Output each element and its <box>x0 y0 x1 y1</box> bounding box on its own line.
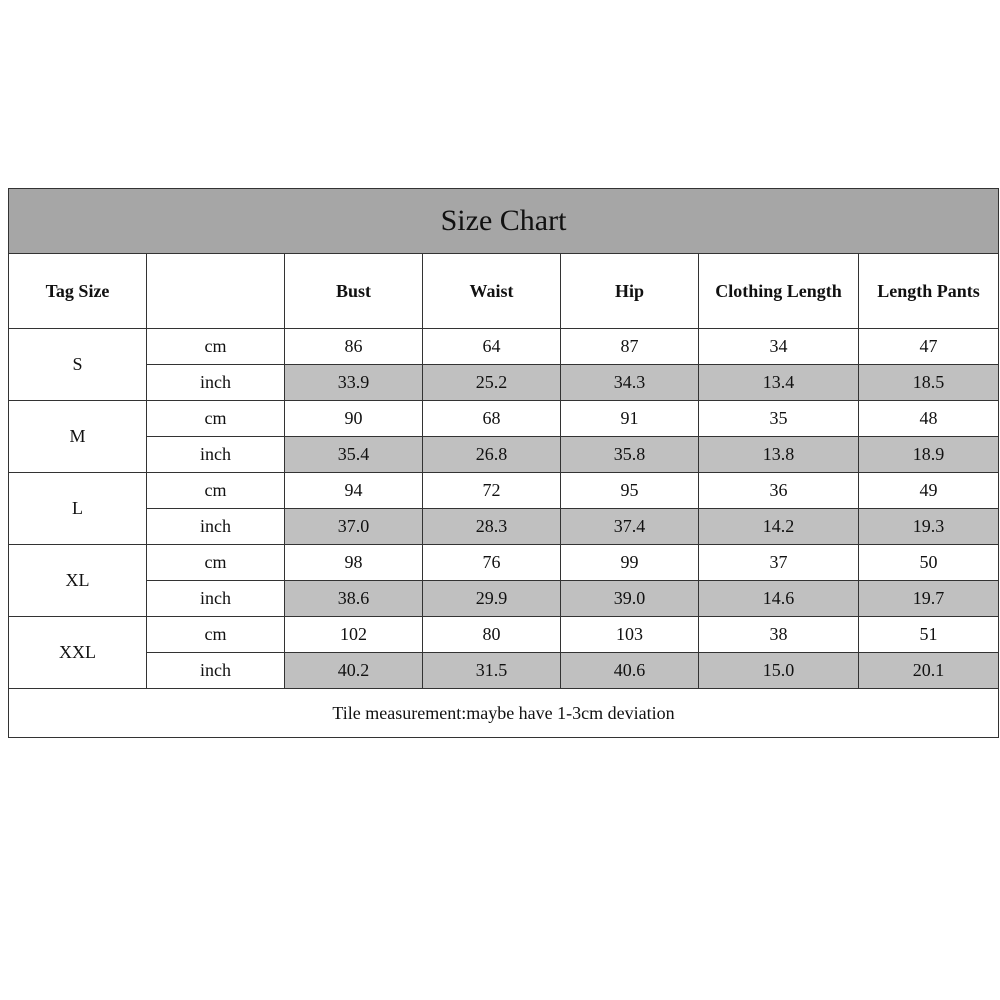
table-row <box>9 437 999 473</box>
waist-value: 25.2 <box>423 365 561 401</box>
hip-value: 91 <box>561 401 699 437</box>
title-row <box>9 189 999 254</box>
length-pants-value: 48 <box>859 401 999 437</box>
clothing-length-value: 38 <box>699 617 859 653</box>
hip-value: 99 <box>561 545 699 581</box>
note-row <box>9 689 999 738</box>
chart-title: Size Chart <box>9 189 999 254</box>
length-pants-value: 47 <box>859 329 999 365</box>
clothing-length-value: 34 <box>699 329 859 365</box>
hip-value: 37.4 <box>561 509 699 545</box>
header-bust: Bust <box>285 254 423 329</box>
unit-label: inch <box>147 509 285 545</box>
table-row <box>9 329 999 365</box>
header-unit <box>147 254 285 329</box>
unit-label: inch <box>147 653 285 689</box>
hip-value: 95 <box>561 473 699 509</box>
header-waist: Waist <box>423 254 561 329</box>
size-chart-table <box>8 188 999 738</box>
table-row <box>9 581 999 617</box>
size-label: L <box>9 473 147 545</box>
bust-value: 102 <box>285 617 423 653</box>
table-row <box>9 617 999 653</box>
clothing-length-value: 13.8 <box>699 437 859 473</box>
header-tag-size: Tag Size <box>9 254 147 329</box>
bust-value: 40.2 <box>285 653 423 689</box>
waist-value: 72 <box>423 473 561 509</box>
hip-value: 103 <box>561 617 699 653</box>
length-pants-value: 20.1 <box>859 653 999 689</box>
size-label: XXL <box>9 617 147 689</box>
bust-value: 33.9 <box>285 365 423 401</box>
clothing-length-value: 13.4 <box>699 365 859 401</box>
measurement-note: Tile measurement:maybe have 1-3cm deviation <box>9 689 999 738</box>
bust-value: 38.6 <box>285 581 423 617</box>
length-pants-value: 18.5 <box>859 365 999 401</box>
header-row <box>9 254 999 329</box>
table-row <box>9 365 999 401</box>
waist-value: 31.5 <box>423 653 561 689</box>
hip-value: 34.3 <box>561 365 699 401</box>
table-row <box>9 401 999 437</box>
waist-value: 26.8 <box>423 437 561 473</box>
waist-value: 76 <box>423 545 561 581</box>
unit-label: inch <box>147 581 285 617</box>
unit-label: cm <box>147 401 285 437</box>
waist-value: 68 <box>423 401 561 437</box>
unit-label: inch <box>147 365 285 401</box>
clothing-length-value: 15.0 <box>699 653 859 689</box>
table-row <box>9 473 999 509</box>
hip-value: 35.8 <box>561 437 699 473</box>
table-row <box>9 545 999 581</box>
clothing-length-value: 35 <box>699 401 859 437</box>
hip-value: 40.6 <box>561 653 699 689</box>
unit-label: cm <box>147 329 285 365</box>
header-length-pants: Length Pants <box>859 254 999 329</box>
size-label: M <box>9 401 147 473</box>
clothing-length-value: 14.2 <box>699 509 859 545</box>
clothing-length-value: 36 <box>699 473 859 509</box>
clothing-length-value: 14.6 <box>699 581 859 617</box>
size-label: S <box>9 329 147 401</box>
size-label: XL <box>9 545 147 617</box>
waist-value: 28.3 <box>423 509 561 545</box>
unit-label: cm <box>147 545 285 581</box>
unit-label: cm <box>147 617 285 653</box>
bust-value: 90 <box>285 401 423 437</box>
unit-label: inch <box>147 437 285 473</box>
hip-value: 39.0 <box>561 581 699 617</box>
header-hip: Hip <box>561 254 699 329</box>
length-pants-value: 19.7 <box>859 581 999 617</box>
unit-label: cm <box>147 473 285 509</box>
table-row <box>9 509 999 545</box>
bust-value: 35.4 <box>285 437 423 473</box>
length-pants-value: 51 <box>859 617 999 653</box>
bust-value: 94 <box>285 473 423 509</box>
table-row <box>9 653 999 689</box>
header-clothing-length: Clothing Length <box>699 254 859 329</box>
bust-value: 86 <box>285 329 423 365</box>
bust-value: 37.0 <box>285 509 423 545</box>
length-pants-value: 49 <box>859 473 999 509</box>
waist-value: 80 <box>423 617 561 653</box>
length-pants-value: 19.3 <box>859 509 999 545</box>
clothing-length-value: 37 <box>699 545 859 581</box>
hip-value: 87 <box>561 329 699 365</box>
length-pants-value: 50 <box>859 545 999 581</box>
waist-value: 29.9 <box>423 581 561 617</box>
waist-value: 64 <box>423 329 561 365</box>
length-pants-value: 18.9 <box>859 437 999 473</box>
bust-value: 98 <box>285 545 423 581</box>
